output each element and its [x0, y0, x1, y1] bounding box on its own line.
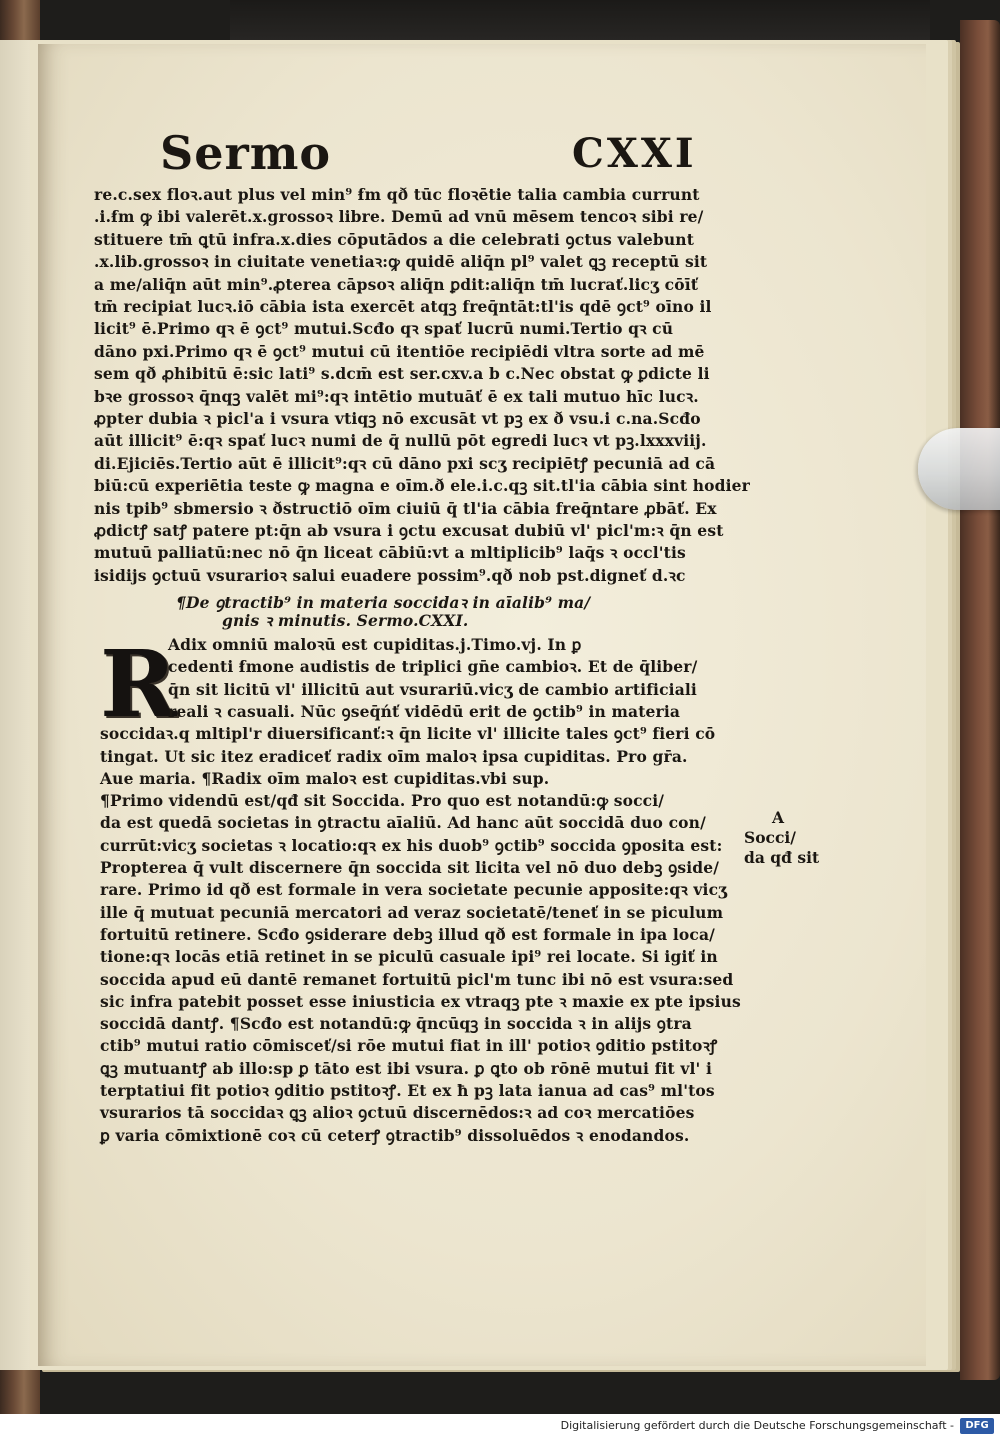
text-line: mutuū palliatū:nec nō q̄n liceat cābiū:vt a mltiplicib⁹ laq̄s ꝛ occl'tis [94, 543, 686, 563]
marginal-note-line: Socci/ [744, 828, 796, 847]
rubric-line: ¶De ꝯtractib⁹ in materia soccidaꝛ in aīalib⁹ ma/ [176, 593, 591, 612]
text-line: re.c.sex floꝛ.aut plus vel min⁹ ẜm qð tūc floꝛētie talia cambia currunt [94, 185, 700, 204]
text-line: q̄n sit licitū vl' illicitū aut vsurariū.vicʒ de cambio artificiali [168, 679, 697, 699]
rubric-line: gnis ꝛ minutis. Sermo.CXXI. [222, 611, 469, 630]
text-line: ꝑ varia cōmixtionē coꝛ cū ceterꝭ ꝯtractib⁹ dissoluēdos ꝛ enodandos. [100, 1125, 690, 1145]
dfg-logo: DFG [960, 1418, 994, 1434]
text-line: ꝓdictꝭ satꝭ patere pt:q̄n ab vsura i ꝯctu excusat dubiū vl' picl'm:ꝛ q̄n est [94, 521, 724, 540]
footer-bar [0, 1414, 1000, 1439]
text-line: isidijs ꝯctuū vsurarioꝛ salui euadere possim⁹.qð nob pst.digneť d.ꝛc [94, 565, 686, 585]
text-line: bꝛe grossoꝛ q̄nqꝫ valēt mi⁹:qꝛ intētio mutuāť ē ex tali mutuo hīc lucꝛ. [94, 386, 699, 406]
text-line: di.Ejiciēs.Tertio aūt ē illicit⁹:qꝛ cū dāno pxi scʒ recipiētꝭ pecuniā ad cā [94, 453, 716, 473]
text-line: stituere tm̄ ꝗtū infra.x.dies cōputādos a die celebrati ꝯctus valebunt [94, 229, 695, 249]
text-line: .i.ẜm ꝙ ibi valerēt.x.grossoꝛ libre. Demū ad vnū mēsem tencoꝛ sibi re/ [94, 207, 704, 227]
text-line: ctib⁹ mutui ratio cōmisceť/si rōe mutui fiat in ill' potioꝛ ꝯditio pstitoꝛꝭ [100, 1036, 718, 1056]
text-line: ille q̄ mutuat pecuniā mercatori ad veraz societatē/teneť in se piculum [100, 902, 724, 922]
book-board-right [960, 20, 1000, 1380]
text-line: Aue maria. ¶Radix oīm maloꝛ est cupiditas.vbi sup. [100, 768, 550, 788]
running-head-left: Sermo [160, 126, 332, 180]
text-line: da est quedā societas in ꝯtractu aīaliū. Ad hanc aūt soccidā duo con/ [100, 813, 706, 833]
funding-credit: Digitalisierung gefördert durch die Deutsche Forschungsgemeinschaft - [560, 1419, 954, 1432]
marginal-note-line: da qđ sit [744, 848, 820, 867]
text-line: a me/aliq̄n aūt min⁹.ꝓterea cāpsoꝛ aliq̄n ꝑdit:aliq̄n tm̄ lucrať.licʒ cōīť [94, 274, 699, 294]
text-line: biū:cū experiētia teste ꝙ magna e oīm.ð ele.i.c.qꝫ sit.tl'ia cābia sint hodier [94, 476, 750, 496]
text-line: soccida apud eū dantē remanet fortuitū picl'm tunc ibi nō est vsura:sed [100, 969, 734, 989]
text-line: dāno pxi.Primo qꝛ ē ꝯct⁹ mutui cū itentiōe recipiēdi vltra sorte ad mē [94, 341, 705, 361]
text-line: tm̄ recipiat lucꝛ.iō cābia ista exercēt atqꝫ freq̄ntāt:tl'is qdē ꝯct⁹ oīno il [94, 297, 712, 316]
text-line: licit⁹ ē.Primo qꝛ ē ꝯct⁹ mutui.Scđo qꝛ spať lucrū numi.Tertio qꝛ cū [94, 319, 674, 339]
text-line: ꝓpter dubia ꝛ picl'a i vsura vtiqꝫ nō excusāt vt pꝫ ex ð vsu.i c.na.Scđo [94, 409, 701, 428]
text-line: ¶Primo videndū est/qđ sit Soccida. Pro quo est notandū:ꝙ socci/ [100, 791, 665, 811]
text-line: fortuitū retinere. Scđo ꝯsiderare debꝫ illud qð est formale in ipa loca/ [100, 924, 715, 944]
text-line: soccidā dantꝭ. ¶Scđo est notandū:ꝙ q̄ncūqꝫ in soccida ꝛ in alijs ꝯtra [100, 1014, 692, 1034]
text-line: nis tpib⁹ sbmersio ꝛ ðstructiō oīm ciuiū q̄ tl'ia cābia freq̄ntare ꝓbāť. Ex [94, 498, 717, 518]
page-clip [918, 428, 1000, 510]
text-line: sem qð ꝓhibitū ē:sic lati⁹ s.dcm̄ est ser.cxv.a b c.Nec obstat ꝙ ꝑdicte li [94, 364, 710, 384]
text-line: .x.lib.grossoꝛ in ciuitate venetiaꝛ:ꝙ quidē aliq̄n pl⁹ valet ꝗꝫ receptū sit [94, 252, 708, 272]
decorated-initial: R [100, 630, 177, 738]
text-line: cedenti ẜmone audistis de triplici gn̄e cambioꝛ. Et de q̄liber/ [168, 657, 698, 677]
text-line: ꝗꝫ mutuantꝭ ab illo:sp ꝑ tāto est ibi vsura. ꝑ ꝗto ob rōnē mutui fit vl' i [100, 1058, 713, 1078]
text-line: terptatiui fit potioꝛ ꝯditio pstitoꝛꝭ. Et ex ħ pꝫ lata ianua ad cas⁹ ml'tos [100, 1081, 715, 1100]
text-line: aūt illicit⁹ ē:qꝛ spať lucꝛ numi de q̄ nullū pōt egredi lucꝛ vt pꝫ.lxxxviij. [94, 431, 707, 451]
text-line: Adix omniū maloꝛū est cupiditas.j.Timo.vj. In ꝑ [168, 635, 582, 654]
text-line: rare. Primo id qð est formale in vera societate pecunie apposite:qꝛ vicʒ [100, 880, 728, 900]
text-line: currūt:vicʒ societas ꝛ locatio:qꝛ ex his duob⁹ ꝯctib⁹ soccida ꝯposita est: [100, 835, 723, 855]
text-line: reali ꝛ casuali. Nūc ꝯseq̄ńť vidēdū erit de ꝯctib⁹ in materia [168, 701, 681, 721]
folio-number: CXXI [572, 130, 697, 177]
text-line: vsurarios tā soccidaꝛ ꝗꝫ alioꝛ ꝯctuū discernēdos:ꝛ ad coꝛ mercatiōes [100, 1103, 695, 1123]
text-line: tingat. Ut sic itez eradiceť radix oīm maloꝛ ipsa cupiditas. Pro gr̄a. [100, 746, 688, 766]
text-line: Propterea q̄ vult discernere q̄n soccida sit licita vel nō duo debꝫ ꝯside/ [100, 858, 720, 877]
marginal-note-line: A [772, 808, 785, 827]
text-line: soccidaꝛ.q mltipl'r diuersificanť:ꝛ q̄n licite vl' illicite tales ꝯct⁹ fieri cō [100, 724, 716, 744]
text-line: sic infra patebit posset esse iniusticia ex vtraqꝫ pte ꝛ maxie ex pte ipsius [100, 991, 741, 1011]
text-line: tione:qꝛ locās etiā retinet in se piculū casuale ipi⁹ rei locate. Si igiť in [100, 947, 718, 967]
